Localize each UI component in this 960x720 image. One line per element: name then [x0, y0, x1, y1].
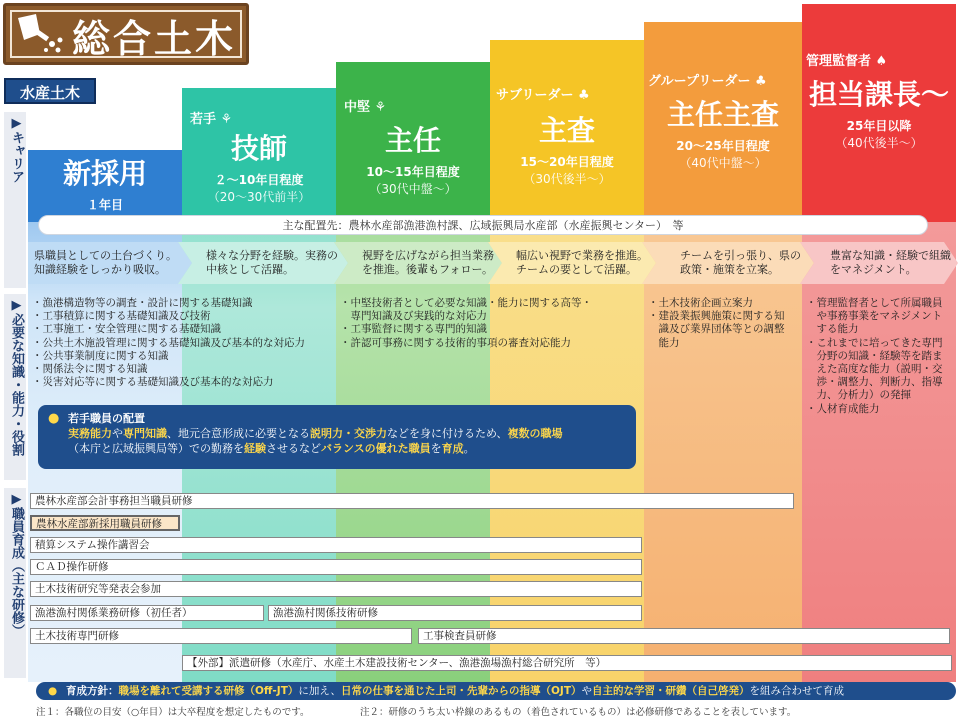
stage-title: 主査 — [538, 114, 595, 147]
stage-tag: サブリーダー — [496, 88, 574, 103]
stage-age: （40代後半～） — [835, 136, 923, 150]
list-item: 分野の知識・経験等を踏ま — [806, 349, 943, 362]
stage-years: 15～20年目程度 — [520, 155, 614, 169]
stage-tag: グループリーダー — [648, 74, 751, 89]
stage-tag: 管理監督者 — [806, 54, 872, 69]
plant-icon: ♣ — [578, 88, 590, 103]
seedling-icon: ⚘ — [374, 100, 387, 115]
plant-icon: ♣ — [754, 74, 767, 89]
stage-title: 主任主査 — [666, 98, 779, 131]
list-item: ・管理監督者として所属職員 — [806, 297, 943, 309]
role-text-5: 豊富な知識・経験で組織をマネジメント。 — [830, 249, 951, 276]
list-item: 渉・調整力、判断力、指導 — [806, 376, 943, 389]
beginner-mark-icon: ◗ — [68, 129, 76, 144]
list-item: ・中堅技術者として必要な知識・能力に関する高等・ — [340, 297, 592, 309]
training-bar: 農林水産部会計事務担当職員研修 — [30, 493, 794, 509]
list-item: ・工事積算に関する基礎知識及び技術 — [32, 310, 211, 323]
training-bar: 土木技術専門研修 — [30, 628, 412, 644]
lightbulb-icon: ● — [48, 411, 60, 426]
training-bar: ＣＡＤ操作研修 — [30, 559, 642, 575]
stage-title: 技師 — [230, 132, 287, 165]
stage-age: （30代中盤～） — [369, 182, 457, 196]
note-2: 注２：研修のうち太い枠線のあるもの（着色されているもの）は必修研修であることを表しています。 — [360, 707, 797, 718]
note-1: 注１：各職位の目安（○年目）は大卒程度を想定したものです。 — [36, 707, 310, 718]
training-bar: 農林水産部新採用職員研修 — [30, 515, 180, 531]
stage-years: 20～25年目程度 — [676, 139, 770, 153]
label-knowledge: ▶必要な知識・能力・役割 — [4, 294, 26, 480]
list-item: ・災害対応等に関する基礎知識及び基本的な対応力 — [32, 376, 274, 389]
list-item: ・人材育成能力 — [806, 402, 880, 415]
stage-age: （20～30代前半） — [207, 190, 311, 204]
assignment-bar: 主な配置先：農林水産部漁港漁村課、広域振興局水産部（水産振興センター） 等 — [38, 215, 928, 235]
stage-header-1 — [182, 108, 336, 205]
list-item: ・公共土木施設管理に関する基礎知識及び基本的な対応力 — [32, 336, 305, 349]
list-item: ・漁港構造物等の調査・設計に関する基礎知識 — [32, 297, 253, 309]
box-line-2: （本庁と広域振興局等）での勤務を経験させるなどバランスの優れた職員を育成。 — [68, 442, 475, 455]
list-item: ・公共事業制度に関する知識 — [32, 349, 169, 362]
list-item: ・建設業振興施策に関する知 — [648, 310, 785, 323]
list-item: ・土木技術企画立案力 — [648, 297, 753, 309]
knowledge-junior — [32, 297, 305, 389]
stage-age: （30代後半～） — [523, 172, 611, 186]
lightbulb-icon: ● — [48, 685, 58, 697]
list-item: ・工事監督に関する専門的知識 — [340, 323, 487, 336]
young-placement-box — [38, 405, 636, 469]
stage-years: 25年目以降 — [846, 119, 912, 133]
list-item: 力、分析力）の発揮 — [806, 389, 911, 402]
training-bar: 漁港漁村関係技術研修 — [268, 605, 642, 621]
stage-title: 新採用 — [62, 157, 147, 190]
role-text-2: 視野を広げながら担当業務を推進。後輩もフォロー。 — [362, 249, 494, 276]
list-item: 能力 — [648, 336, 680, 349]
label-training: ▶職員育成（主な研修） — [4, 488, 26, 678]
stage-tag: 若手 — [190, 112, 217, 127]
stage-header-5 — [802, 50, 956, 151]
stage-header-0 — [28, 125, 182, 213]
stage-years: ２～10年目程度 — [214, 173, 304, 187]
training-bar: 積算システム操作講習会 — [30, 537, 642, 553]
training-bar: 【外部】派遣研修（水産庁、水産土木建設技術センター、漁港漁場漁村総合研究所 等） — [182, 655, 952, 671]
stage-header-2 — [336, 96, 490, 197]
stage-tag: 新人 — [38, 129, 65, 144]
list-item: えた高度な能力（説明・交 — [806, 363, 943, 376]
stage-header-4 — [644, 70, 802, 171]
role-text-1: 様々な分野を経験。実務の中核として活躍。 — [206, 249, 338, 276]
training-bar: 漁港漁村関係業務研修（初任者） — [30, 605, 264, 621]
stage-age: （40代中盤～） — [679, 156, 767, 170]
list-item: ・工事施工・安全管理に関する基礎知識 — [32, 323, 221, 336]
list-item: ・これまでに培ってきた専門 — [806, 336, 943, 349]
role-text-4: チームを引っ張り、県の政策・施策を立案。 — [680, 249, 801, 276]
training-bar: 土木技術研究等発表会参加 — [30, 581, 642, 597]
stage-tag: 中堅 — [344, 100, 371, 115]
list-item: 専門知識及び実践的な対応力 — [340, 310, 487, 323]
list-item: ・関係法令に関する知識 — [32, 363, 148, 376]
department-badge: 水産土木 — [4, 78, 96, 104]
list-item: や事務事業をマネジメント — [806, 310, 943, 323]
list-item: 識及び業界団体等との調整 — [648, 323, 785, 336]
list-item: する能力 — [806, 323, 859, 336]
label-career: ▶キャリア — [4, 112, 26, 288]
sprout-icon: ⚘ — [220, 112, 233, 127]
policy-bar: ● 育成方針：職場を離れて受講する研修（Off-JT）に加え、日常の仕事を通じた上司・先輩からの指導（OJT）や自主的な学習・研鑽（自己啓発）を組み合わせて育成 — [36, 682, 956, 700]
training-bar: 工事検査員研修 — [418, 628, 950, 644]
knowledge-manager — [806, 297, 943, 416]
box-line-1: 実務能力や専門知識、地元合意形成に必要となる説明力・交渉力などを身に付けるため、複数の職場 — [68, 427, 563, 440]
stage-years: 10～15年目程度 — [366, 165, 460, 179]
knowledge-mid — [340, 297, 592, 350]
box-heading: 若手職員の配置 — [68, 412, 145, 425]
role-text-0: 県職員としての土台づくり。知識経験をしっかり吸収。 — [34, 249, 177, 276]
stage-years: １年目 — [86, 198, 123, 212]
stage-header-3 — [490, 84, 644, 187]
stage-title: 担当課長～ — [808, 78, 949, 111]
tree-icon: ♠ — [875, 54, 888, 69]
stage-title: 主任 — [384, 124, 441, 157]
knowledge-group — [648, 297, 785, 350]
trowel-icon — [14, 10, 66, 56]
role-text-3: 幅広い視野で業務を推進。チームの要として活躍。 — [516, 249, 648, 276]
page-title: 総合土木 — [72, 17, 237, 61]
list-item: ・許認可事務に関する技術的事項の審査対応能力 — [340, 336, 571, 349]
